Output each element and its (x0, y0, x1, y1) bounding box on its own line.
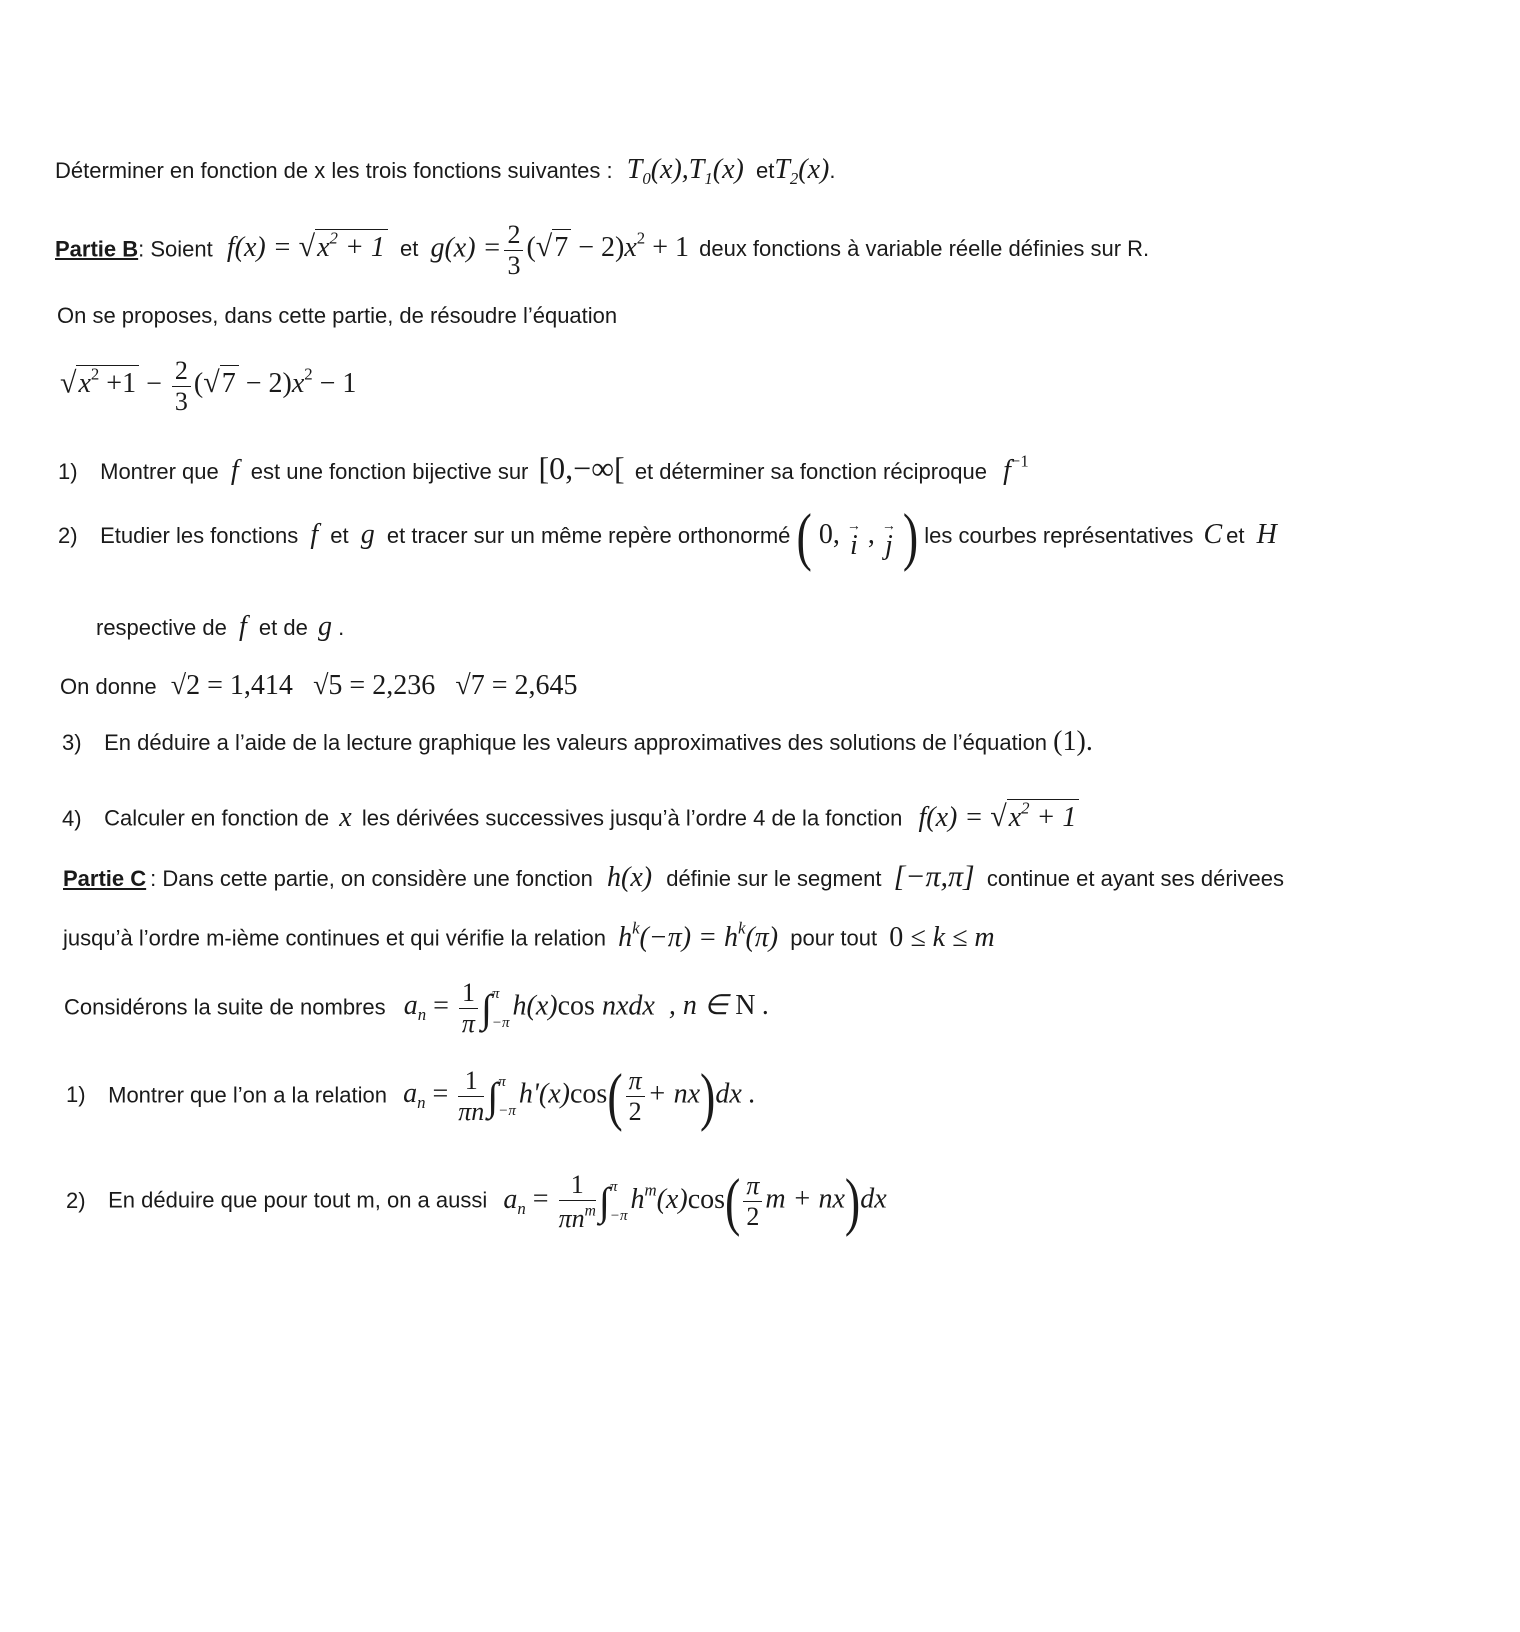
integral-sign: ∫ (480, 985, 492, 1031)
item-number: 2) (66, 1187, 86, 1213)
partie-b-et: et (399, 236, 419, 262)
partie-b-item-1 (58, 452, 1029, 485)
item-text: les courbes représentatives (924, 522, 1194, 548)
curve-h: H (1256, 518, 1277, 550)
partie-b-line (55, 222, 1149, 279)
integral-sign: ∫ (487, 1073, 499, 1119)
partie-c-text5: pour tout (790, 925, 878, 951)
item-text: est une fonction bijective sur (250, 459, 529, 484)
partie-b-item-2-cont: respective de f et de g . (96, 611, 345, 642)
item-number: 2) (58, 522, 78, 548)
partie-c-line-2 (63, 920, 995, 952)
plus-nx: + nx (647, 1078, 700, 1110)
partie-b-text2: deux fonctions à variable réelle définies sur R. (699, 236, 1150, 262)
g-symbol: g (317, 611, 332, 642)
f-definition: $f(x) = √x^2 + 1$ (227, 232, 388, 263)
sequence-line: Considérons la suite de nombres $a_n$ = $\frac{1}{\pi}$ ∫π −πh(x)cos nxdx , n ∈ N . (64, 978, 770, 1038)
g-definition: g(x) = (430, 232, 502, 264)
intro-et: et (755, 158, 775, 183)
intro-line (55, 156, 835, 188)
item-text: et tracer sur un même repère orthonormé (386, 522, 791, 548)
k-range: 0 ≤ k ≤ m (889, 921, 995, 953)
paren-right: ) (844, 1165, 861, 1237)
intro-end: . (829, 158, 836, 183)
given-values (60, 672, 578, 700)
item-number: 4) (62, 805, 82, 831)
f-symbol: f (230, 455, 239, 486)
relation: $h^k(-\pi) = h^k(\pi)$ (618, 918, 779, 953)
item-text: et déterminer sa fonction réciproque (634, 459, 988, 484)
item-text: les dérivées successives jusqu’à l’ordre 4 de la fonction (361, 805, 903, 831)
equation-ref: (1). (1053, 726, 1093, 757)
a-n: $a_n$ (403, 1078, 426, 1113)
item-text: et de (258, 615, 308, 640)
integrand: h'(x)cos (518, 1078, 608, 1110)
partie-c-text1: : Dans cette partie, on considère une fonction (150, 866, 593, 891)
t2-formula: $T_2(x)$ (774, 154, 830, 188)
item-number: 1) (66, 1082, 86, 1108)
integral-limits: π −π (609, 1179, 628, 1224)
curve-c: C (1203, 518, 1223, 550)
partie-c-text3: continue et ayant ses dérivees (986, 866, 1285, 891)
g-symbol: g (360, 518, 375, 550)
n-in-N: , n ∈ N . (668, 990, 770, 1022)
item-text: En déduire que pour tout m, on a aussi (108, 1187, 488, 1213)
item-text: En déduire a l’aide de la lecture graphique les valeurs approximatives des solutions de l’équation (104, 730, 1048, 755)
x-symbol: x (339, 801, 352, 833)
paren-left: ( (607, 1060, 623, 1132)
f-inverse: $f^{-1}$ (1003, 451, 1029, 486)
dx: dx . (715, 1078, 756, 1110)
integral-sign: ∫ (598, 1178, 610, 1224)
equation-1: $√x^2 +1$ − $\frac{2}{3}$ $(√7 - 2)x^2 - 1$ (60, 356, 357, 416)
sqrt5-value: √5 = 2,236 (313, 670, 436, 701)
a-n: $a_n$ (403, 990, 427, 1025)
sqrt2-value: √2 = 1,414 (170, 670, 293, 701)
item-text: Montrer que l’on a la relation (108, 1082, 387, 1108)
partie-c-text2: définie sur le segment (666, 866, 882, 891)
dx: dx (860, 1183, 887, 1215)
item-text: et (330, 522, 349, 548)
intro-text: Déterminer en fonction de x les trois fonctions suivantes : (55, 158, 613, 183)
item-text: Montrer que (100, 459, 219, 484)
paren-left: ( (796, 500, 812, 572)
fraction-1-pin: $\frac{1}{\pi n}$ (458, 1066, 485, 1126)
paren-right: ) (700, 1060, 716, 1132)
segment: [−π,π] (893, 860, 975, 893)
sqrt7-value: √7 = 2,645 (455, 670, 578, 701)
integral-limits: π −π (498, 1074, 516, 1119)
paren-right: ) (902, 500, 919, 572)
equation-intro: On se proposes, dans cette partie, de résoudre l’équation (57, 303, 618, 328)
g-definition-rest: $(√7 - 2)x^2 + 1$ (526, 228, 689, 264)
repere: 0, → i , → j (811, 518, 896, 561)
f-symbol: f (238, 611, 247, 642)
given-label: On donne (60, 674, 157, 699)
fraction-1-pi: $\frac{1}{\pi}$ (459, 980, 478, 1037)
integrand: $h^m(x)\cos$ (630, 1180, 726, 1215)
partie-c-item-2: 2) En déduire que pour tout m, on a aussi $a_n$ = $\frac{1}{\pi n^m}$ ∫π $-\pi h^m(x)\cos$( $\frac{\pi}{2}$ m + nx)dx (66, 1165, 887, 1237)
partie-b-text1: : Soient (138, 236, 213, 262)
partie-c-text4: jusqu’à l’ordre m-ième continues et qui vérifie la relation (63, 925, 606, 951)
fraction-2-3: $\frac{2}{3}$ (504, 222, 523, 279)
partie-b-item-2 (58, 500, 1277, 572)
item-text: respective de (96, 615, 227, 640)
item-text: Etudier les fonctions (100, 522, 299, 548)
fraction-1-pin-m: $\frac{1}{\pi n^m}$ (558, 1170, 596, 1233)
m-plus-nx: m + nx (765, 1183, 845, 1215)
f-symbol: f (310, 518, 319, 550)
interval: [0,−∞[ (538, 450, 625, 486)
item-text: et (1226, 522, 1245, 548)
a-n: $a_n$ (503, 1183, 526, 1218)
seq-label: Considérons la suite de nombres (64, 994, 386, 1020)
item-text: Calculer en fonction de (104, 805, 330, 831)
item-number: 1) (58, 459, 78, 484)
partie-b-item-4 (62, 800, 1079, 832)
partie-b-title: Partie B (55, 236, 139, 262)
partie-c-title: Partie C (63, 866, 147, 891)
f-definition: $f(x) = √x^2 + 1$ (918, 802, 1079, 833)
integrand: h(x)cos nxdx (512, 990, 655, 1022)
paren-left: ( (725, 1165, 741, 1237)
h-of-x: h(x) (607, 862, 653, 893)
integral-limits: π −π (491, 986, 510, 1031)
item-number: 3) (62, 730, 82, 755)
t0-formula: $T_0(x),T_1(x)$ (626, 154, 744, 188)
fraction-pi-2: $\frac{\pi}{2}$ (626, 1068, 645, 1125)
partie-b-item-3 (62, 728, 1093, 756)
fraction-pi-2: $\frac{\pi}{2}$ (743, 1173, 762, 1230)
partie-c-line (63, 862, 1284, 892)
partie-c-item-1: 1) Montrer que l’on a la relation $a_n$ = $\frac{1}{\pi n}$ ∫π −πh'(x)cos( $\frac{\pi}{2}$ + nx)dx . (66, 1060, 756, 1132)
